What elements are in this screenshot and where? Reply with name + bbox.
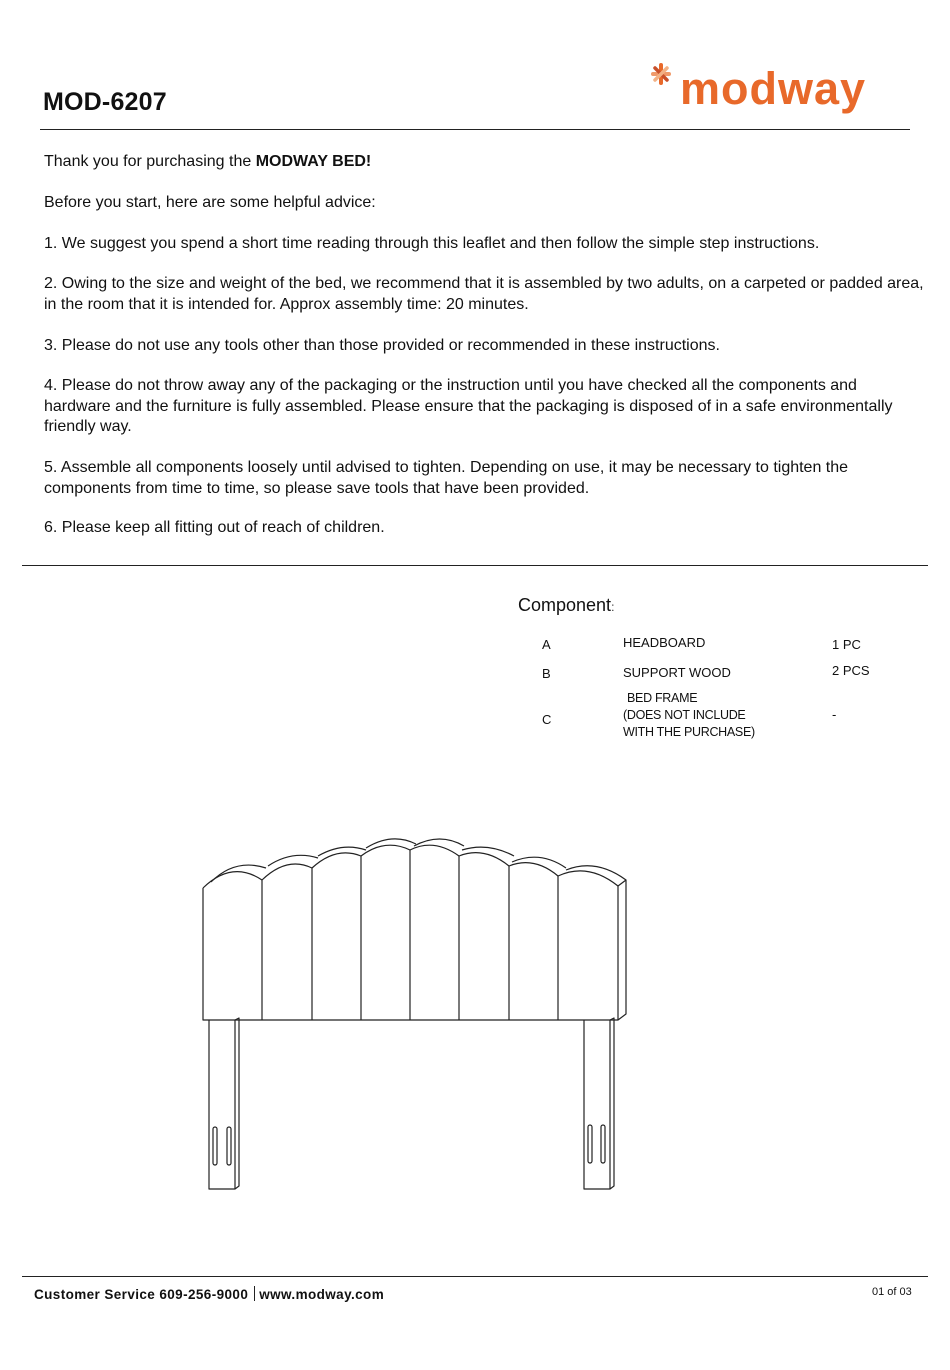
thanks-line: [44, 152, 924, 173]
website-link[interactable]: www.modway.com: [259, 1287, 385, 1302]
component-c-id: C: [542, 712, 552, 727]
component-c-name-line-1: BED FRAME: [627, 691, 698, 705]
thanks-product: MODWAY BED!: [255, 153, 372, 170]
components-title-colon: :: [611, 600, 615, 614]
page-number: 01 of 03: [872, 1286, 912, 1298]
component-c-name-line-2: (DOES NOT INCLUDE: [623, 708, 746, 722]
footer-divider: [254, 1286, 255, 1301]
customer-service-phone: Customer Service 609-256-9000: [34, 1287, 249, 1302]
component-a-name: HEADBOARD: [623, 635, 706, 650]
footer-contact: [34, 1286, 384, 1302]
advice-item-5: 5. Assemble all components loosely until advised to tighten. Depending on use, it may be necessary to tighten the components from time to time, so please save tools that have been provided.: [44, 459, 849, 497]
component-a-id: A: [542, 637, 551, 652]
advice-item-2: 2. Owing to the size and weight of the bed, we recommend that it is assembled by two adults, on a carpeted or padded area, in the room that it is intended for. Approx assembly time: 20 minutes.: [44, 275, 924, 313]
advice-heading: Before you start, here are some helpful advice:: [44, 194, 376, 211]
header-rule: [40, 129, 910, 130]
components-title-text: Component: [518, 595, 612, 615]
section-rule: [22, 565, 928, 566]
model-number: MOD-6207: [43, 88, 167, 116]
components-title: [518, 595, 614, 616]
advice-item-4: 4. Please do not throw away any of the packaging or the instruction until you have checked all the components and hardware and the furniture is fully assembled. Please ensure that the packaging is disposed of in a safe environmentally friendly way.: [44, 377, 893, 435]
component-b-name: SUPPORT WOOD: [623, 665, 731, 680]
advice-item-3: 3. Please do not use any tools other than those provided or recommended in these instructions.: [44, 337, 720, 354]
footer-rule: [22, 1276, 928, 1277]
component-b-qty: 2 PCS: [832, 663, 870, 678]
logo-wordmark: modway: [680, 63, 867, 114]
component-a-qty: 1 PC: [832, 637, 861, 652]
component-c-name-line-3: WITH THE PURCHASE): [623, 725, 755, 739]
advice-item-1: 1. We suggest you spend a short time reading through this leaflet and then follow the simple step instructions.: [44, 235, 820, 252]
headboard-illustration: [190, 820, 650, 1210]
component-b-id: B: [542, 666, 551, 681]
asterisk-icon: [653, 65, 669, 83]
thanks-prefix: Thank you for purchasing the: [44, 153, 252, 170]
advice-item-6: 6. Please keep all fitting out of reach of children.: [44, 519, 385, 536]
modway-logo: [648, 60, 893, 126]
component-c-qty: -: [832, 707, 837, 722]
